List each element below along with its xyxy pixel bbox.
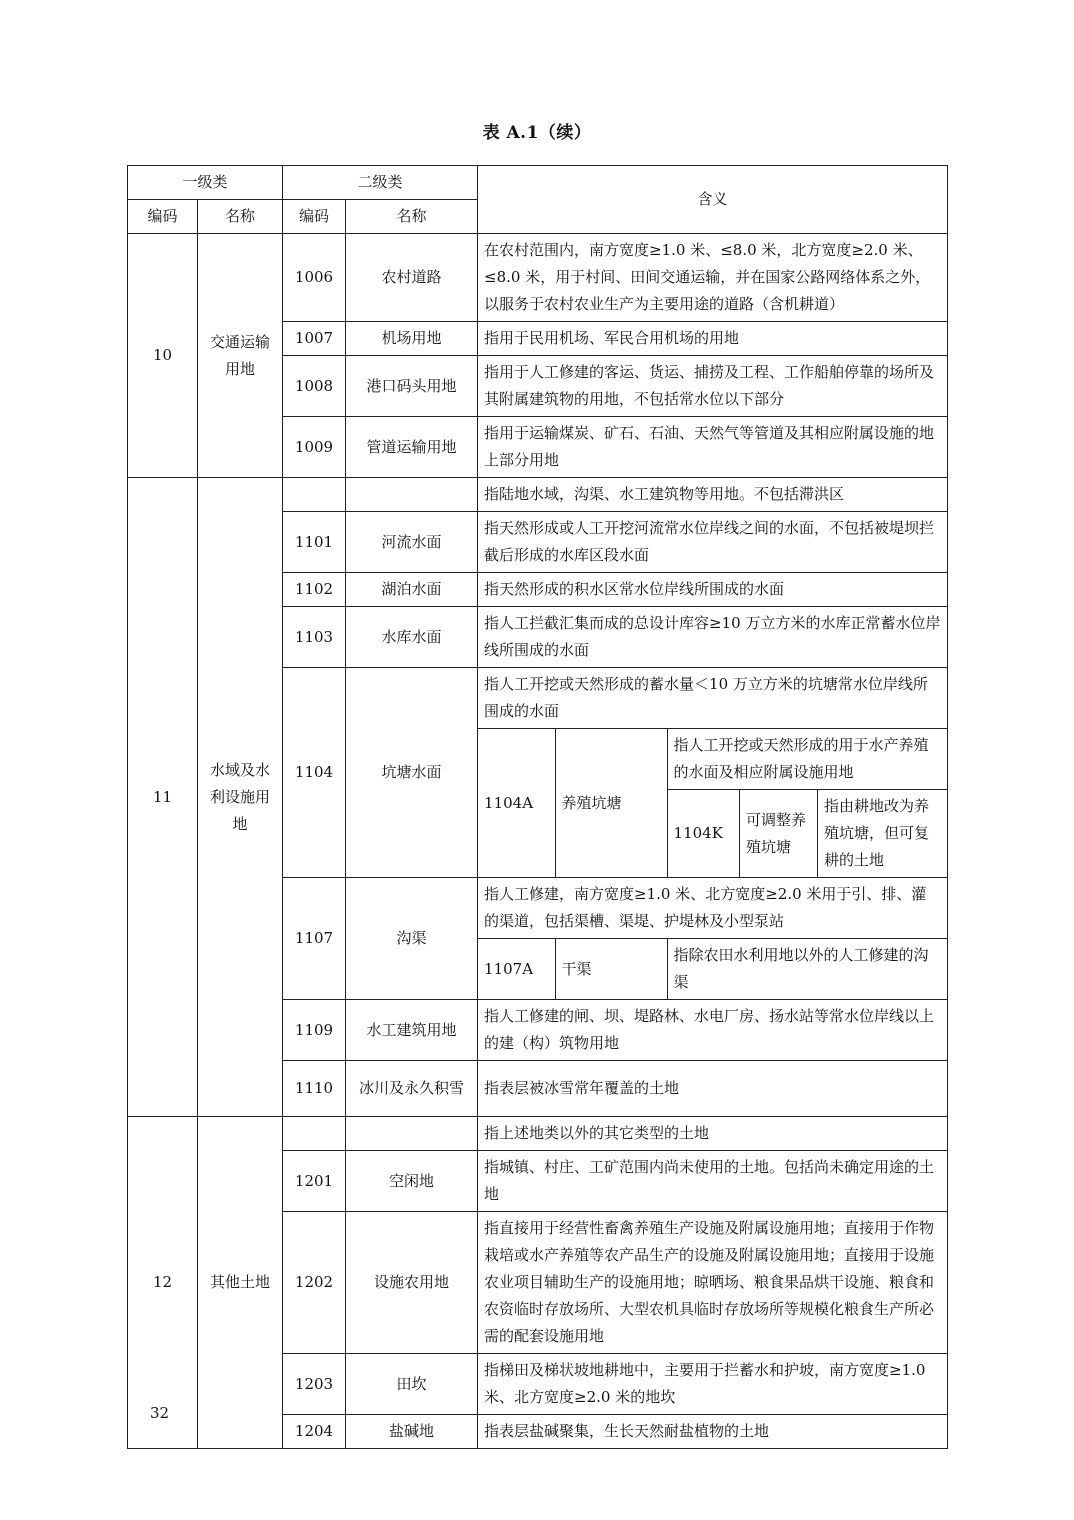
class-code: 1201 [283,1151,346,1212]
group-code: 11 [128,478,198,1117]
class-name: 河流水面 [346,512,478,573]
class-description: 指用于运输煤炭、矿石、石油、天然气等管道及其相应附属设施的地上部分用地 [478,417,948,478]
subclass-code: 1104A [478,729,555,878]
class-description: 指用于民用机场、军民合用机场的用地 [478,322,948,356]
table-row [128,234,948,322]
class-code: 1202 [283,1212,346,1354]
class-name: 坑塘水面 [346,668,478,878]
class-description: 指人工修建的闸、坝、堤路林、水电厂房、扬水站等常水位岸线以上的建（构）筑物用地 [478,1000,948,1061]
subclass-description: 指除农田水利用地以外的人工修建的沟渠 [667,939,947,1000]
header-name: 名称 [198,200,283,234]
group-name: 其他土地 [198,1117,283,1449]
header-code: 编码 [128,200,198,234]
subclass-table [478,878,947,999]
sub-subclass-description: 指由耕地改为养殖坑塘，但可复耕的土地 [818,790,948,878]
subclass-description: 指人工开挖或天然形成的用于水产养殖的水面及相应附属设施用地 [668,729,948,790]
empty-cell [346,478,478,512]
table-row [128,1117,948,1151]
class-code: 1109 [283,1000,346,1061]
class-description: 指城镇、村庄、工矿范围内尚未使用的土地。包括尚未确定用途的土地 [478,1151,948,1212]
class-name: 水库水面 [346,607,478,668]
subclass-name: 养殖坑塘 [555,729,667,878]
header-name: 名称 [346,200,478,234]
empty-cell [283,1117,346,1151]
class-code: 1006 [283,234,346,322]
class-name: 港口码头用地 [346,356,478,417]
class-code: 1102 [283,573,346,607]
subclass-table [478,668,947,877]
class-description: 指表层被冰雪常年覆盖的土地 [478,1061,948,1117]
group-code: 10 [128,234,198,478]
table-title: 表 A.1（续） [482,123,592,143]
group-description: 指上述地类以外的其它类型的土地 [478,1117,948,1151]
class-description-nested [478,668,948,878]
header-meaning: 含义 [478,166,948,234]
class-code: 1110 [283,1061,346,1117]
empty-cell [283,478,346,512]
class-code: 1104 [283,668,346,878]
class-code: 1101 [283,512,346,573]
sub-subclass-name: 可调整养殖坑塘 [740,790,818,878]
subclass-code: 1107A [478,939,555,1000]
empty-cell [346,1117,478,1151]
class-name: 盐碱地 [346,1415,478,1449]
class-code: 1103 [283,607,346,668]
header-level1: 一级类 [128,166,283,200]
class-description: 指人工拦截汇集而成的总设计库容≥10 万立方米的水库正常蓄水位岸线所围成的水面 [478,607,948,668]
class-description: 指人工修建，南方宽度≥1.0 米、北方宽度≥2.0 米用于引、排、灌的渠道，包括渠槽、渠堤、护堤林及小型泵站 [478,878,947,939]
class-name: 机场用地 [346,322,478,356]
class-code: 1203 [283,1354,346,1415]
class-name: 水工建筑用地 [346,1000,478,1061]
class-name: 设施农用地 [346,1212,478,1354]
class-name: 农村道路 [346,234,478,322]
class-code: 1107 [283,878,346,1000]
class-name: 湖泊水面 [346,573,478,607]
class-description: 在农村范围内，南方宽度≥1.0 米、≤8.0 米，北方宽度≥2.0 米、≤8.0 米，用于村间、田间交通运输，并在国家公路网络体系之外，以服务于农村农业生产为主要用途的道路（含机耕道） [478,234,948,322]
sub-subclass-code: 1104K [668,790,740,878]
sub-subclass-table [668,729,948,877]
class-description: 指人工开挖或天然形成的蓄水量＜10 万立方米的坑塘常水位岸线所围成的水面 [478,668,947,729]
group-description: 指陆地水域，沟渠、水工建筑物等用地。不包括滞洪区 [478,478,948,512]
class-code: 1009 [283,417,346,478]
class-description: 指天然形成或人工开挖河流常水位岸线之间的水面，不包括被堤坝拦截后形成的水库区段水面 [478,512,948,573]
class-name: 沟渠 [346,878,478,1000]
class-description: 指表层盐碱聚集，生长天然耐盐植物的土地 [478,1415,948,1449]
class-name: 田坎 [346,1354,478,1415]
group-name: 水域及水利设施用地 [198,478,283,1117]
class-description: 指用于人工修建的客运、货运、捕捞及工程、工作船舶停靠的场所及其附属建筑物的用地，不包括常水位以下部分 [478,356,948,417]
class-name: 管道运输用地 [346,417,478,478]
subclass-name: 干渠 [555,939,667,1000]
class-description-nested [478,878,948,1000]
header-level2: 二级类 [283,166,478,200]
group-code: 12 [128,1117,198,1449]
table-row [128,478,948,512]
land-classification-table [127,165,948,1449]
header-code: 编码 [283,200,346,234]
class-description: 指梯田及梯状坡地耕地中，主要用于拦蓄水和护坡，南方宽度≥1.0 米、北方宽度≥2.0 米的地坎 [478,1354,948,1415]
class-description: 指天然形成的积水区常水位岸线所围成的水面 [478,573,948,607]
class-code: 1204 [283,1415,346,1449]
class-name: 空闲地 [346,1151,478,1212]
group-name: 交通运输用地 [198,234,283,478]
class-code: 1008 [283,356,346,417]
class-code: 1007 [283,322,346,356]
subclass-description-nested [667,729,947,878]
class-name: 冰川及永久积雪 [346,1061,478,1117]
page-number: 32 [150,1404,170,1422]
class-description: 指直接用于经营性畜禽养殖生产设施及附属设施用地；直接用于作物栽培或水产养殖等农产品生产的设施及附属设施用地；直接用于设施农业项目辅助生产的设施用地；晾晒场、粮食果品烘干设施、粮食和农资临时存放场所、大型农机具临时存放场所等规模化粮食生产所必需的配套设施用地 [478,1212,948,1354]
